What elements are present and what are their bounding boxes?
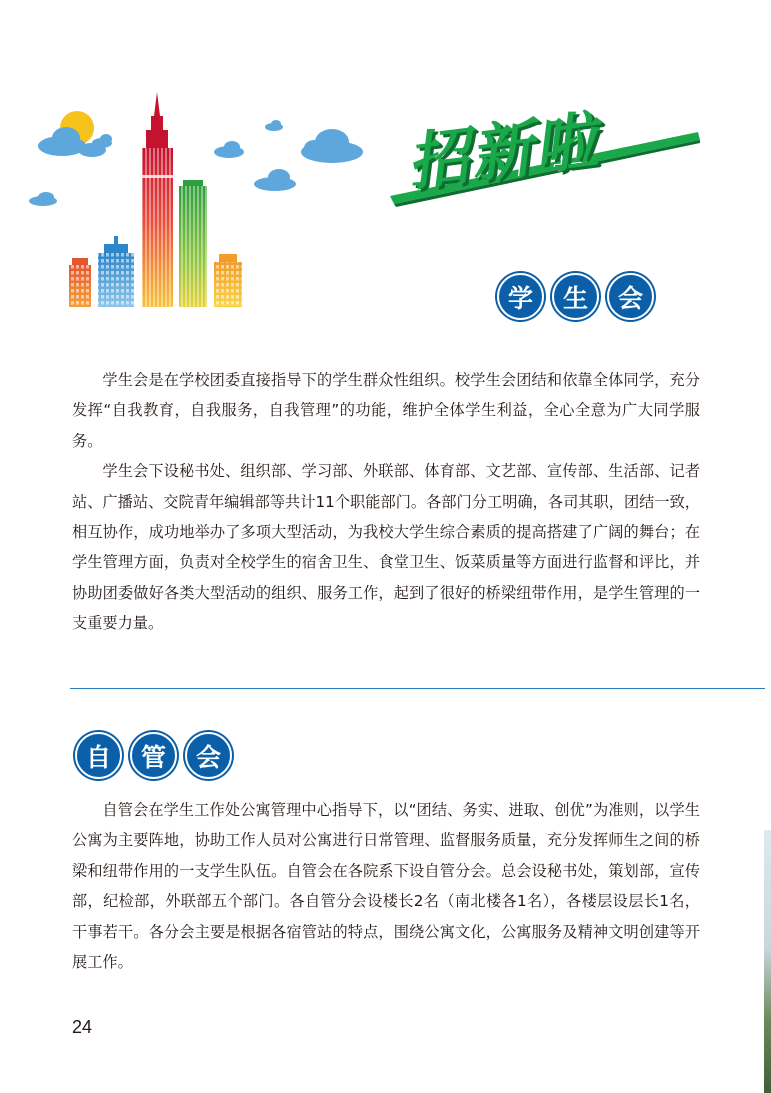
self-management-badges	[75, 732, 232, 779]
badge-char: 会	[607, 273, 654, 320]
badge-char: 自	[75, 732, 122, 779]
cloud-icon	[214, 141, 244, 158]
building-icon	[98, 236, 134, 307]
badge-char: 会	[185, 732, 232, 779]
student-union-badges	[497, 273, 654, 320]
student-union-body	[72, 365, 700, 639]
badge-char: 管	[130, 732, 177, 779]
building-icon	[179, 180, 207, 307]
badge-char: 学	[497, 273, 544, 320]
building-icon	[69, 258, 91, 307]
paragraph: 自管会在学生工作处公寓管理中心指导下，以“团结、务实、进取、创优”为准则，以学生公寓为主要阵地，协助工作人员对公寓进行日常管理、监督服务质量，充分发挥师生之间的桥梁和纽带作用的一支学生队伍。自管会在各院系下设自管分会。总会设秘书处，策划部，宣传部，纪检部，外联部五个部门。各自管分会设楼长2名（南北楼各1名），各楼层设层长1名，干事若干。各分会主要是根据各宿管站的特点，围绕公寓文化，公寓服务及精神文明创建等开展工作。	[72, 801, 700, 972]
cloud-icon	[92, 134, 112, 148]
self-management-body	[72, 795, 700, 977]
paragraph: 学生会下设秘书处、组织部、学习部、外联部、体育部、文艺部、宣传部、生活部、记者站、广播站、交院青年编辑部等共计11个职能部门。各部门分工明确，各司其职，团结一致，相互协作，成功地举办了多项大型活动，为我校大学生综合素质的提高搭建了广阔的舞台；在学生管理方面，负责对全校学生的宿舍卫生、食堂卫生、饭菜质量等方面进行监督和评比，并协助团委做好各类大型活动的组织、服务工作，起到了很好的桥梁纽带作用，是学生管理的一支重要力量。	[72, 462, 700, 633]
building-icon	[214, 254, 242, 307]
paragraph: 学生会是在学校团委直接指导下的学生群众性组织。校学生会团结和依靠全体同学，充分发挥“自我教育，自我服务，自我管理”的功能，维护全体学生利益，全心全意为广大同学服务。	[72, 371, 700, 450]
page-number: 24	[72, 1017, 93, 1037]
section-divider	[70, 688, 765, 689]
cloud-icon	[254, 169, 296, 191]
hero-banner	[0, 0, 771, 330]
recruitment-headline	[392, 96, 702, 206]
building-icon	[142, 92, 173, 307]
cloud-icon	[265, 120, 283, 131]
headline-text: 招新啦	[402, 103, 603, 200]
badge-char: 生	[552, 273, 599, 320]
cloud-icon	[301, 129, 363, 163]
cloud-icon	[29, 192, 57, 206]
edge-photo-strip	[764, 830, 771, 1093]
